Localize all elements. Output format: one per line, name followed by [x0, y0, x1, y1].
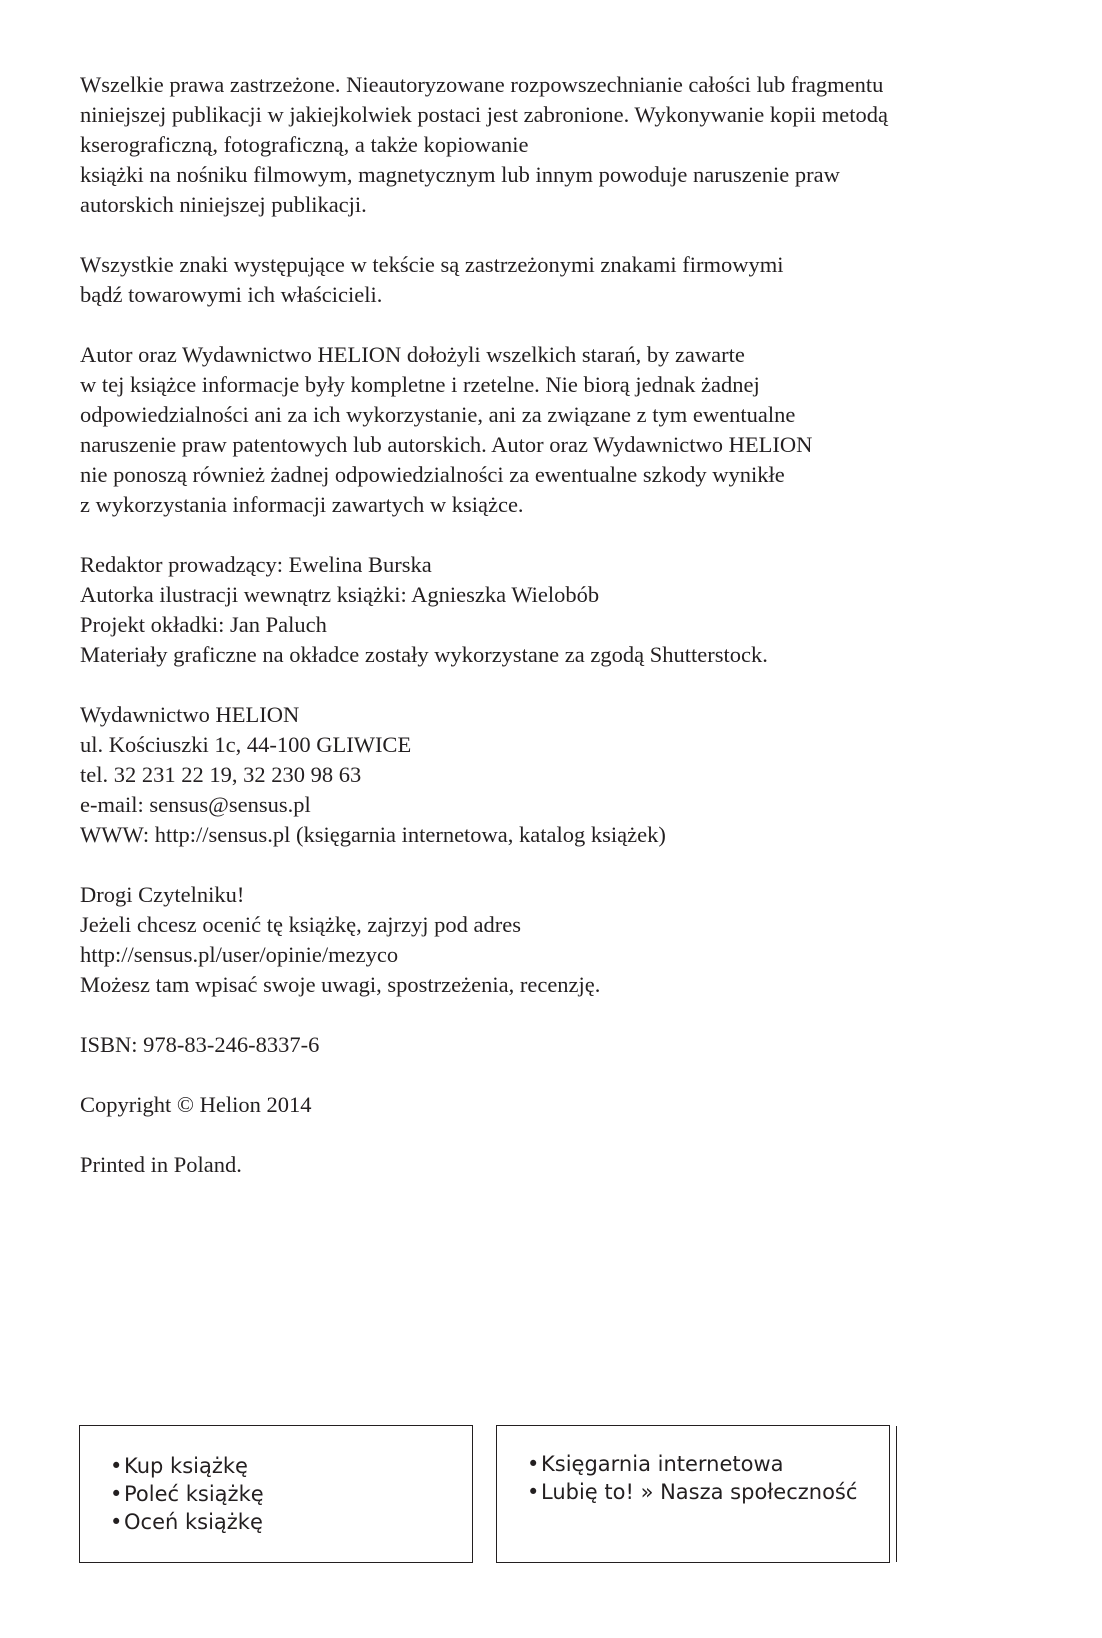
- publisher-address: ul. Kościuszki 1c, 44-100 GLIWICE: [80, 732, 412, 757]
- rate-book-label: Oceń książkę: [124, 1510, 263, 1534]
- review-url: http://sensus.pl/user/opinie/mezyco: [80, 942, 399, 967]
- credit-illustrator: Autorka ilustracji wewnątrz książki: Agnieszka Wielobób: [80, 582, 600, 607]
- printed-in: [80, 1150, 1040, 1180]
- community-link[interactable]: [527, 1478, 889, 1506]
- online-bookstore-link[interactable]: [527, 1450, 889, 1478]
- community-links-box: [496, 1425, 890, 1563]
- buy-book-label: Kup książkę: [124, 1454, 248, 1478]
- copyright-notice-line: Wszelkie prawa zastrzeżone. Nieautoryzowane rozpowszechnianie całości lub fragmentu: [80, 72, 884, 97]
- community-label: Lubię to! » Nasza społeczność: [541, 1480, 858, 1504]
- disclaimer-line: w tej książce informacje były kompletne i rzetelne. Nie biorą jednak żadnej: [80, 372, 760, 397]
- publisher-phone: tel. 32 231 22 19, 32 230 98 63: [80, 762, 362, 787]
- recommend-book-label: Poleć książkę: [124, 1482, 264, 1506]
- credits: [80, 550, 1040, 670]
- copyright-notice-line: niniejszej publikacji w jakiejkolwiek postaci jest zabronione. Wykonywanie kopii metodą: [80, 102, 889, 127]
- bullet-icon: •: [110, 1510, 123, 1534]
- book-actions-box: [79, 1425, 473, 1563]
- disclaimer-line: nie ponoszą również żadnej odpowiedzialności za ewentualne szkody wynikłe: [80, 462, 785, 487]
- copyright-notice: [80, 70, 1040, 220]
- publisher-info: [80, 700, 1040, 850]
- copyright-notice-line: kserograficzną, fotograficzną, a także kopiowanie: [80, 132, 529, 157]
- bullet-icon: •: [110, 1454, 123, 1478]
- publisher-name: Wydawnictwo HELION: [80, 702, 300, 727]
- bullet-icon: •: [527, 1480, 540, 1504]
- reader-note-line: Możesz tam wpisać swoje uwagi, spostrzeżenia, recenzję.: [80, 972, 601, 997]
- publisher-website: WWW: http://sensus.pl (księgarnia internetowa, katalog książek): [80, 822, 666, 847]
- rate-book-link[interactable]: [110, 1508, 472, 1536]
- copyright-notice-line: książki na nośniku filmowym, magnetycznym lub innym powoduje naruszenie praw: [80, 162, 840, 187]
- trademarks-line: bądź towarowymi ich właścicieli.: [80, 282, 383, 307]
- credit-cover-materials: Materiały graficzne na okładce zostały wykorzystane za zgodą Shutterstock.: [80, 642, 768, 667]
- reader-note-line: Jeżeli chcesz ocenić tę książkę, zajrzyj pod adres: [80, 912, 522, 937]
- copyright-text: Copyright © Helion 2014: [80, 1092, 312, 1117]
- disclaimer: [80, 340, 1040, 520]
- disclaimer-line: z wykorzystania informacji zawartych w książce.: [80, 492, 524, 517]
- credit-editor: Redaktor prowadzący: Ewelina Burska: [80, 552, 432, 577]
- imprint-page-text: [80, 70, 1040, 1210]
- reader-greeting: Drogi Czytelniku!: [80, 882, 245, 907]
- reader-note: [80, 880, 1040, 1000]
- bullet-icon: •: [110, 1482, 123, 1506]
- copyright-notice-line: autorskich niniejszej publikacji.: [80, 192, 367, 217]
- publisher-email: e-mail: sensus@sensus.pl: [80, 792, 311, 817]
- trademarks-line: Wszystkie znaki występujące w tekście są zastrzeżonymi znakami firmowymi: [80, 252, 784, 277]
- isbn-text: ISBN: 978-83-246-8337-6: [80, 1032, 320, 1057]
- disclaimer-line: Autor oraz Wydawnictwo HELION dołożyli wszelkich starań, by zawarte: [80, 342, 745, 367]
- trademarks-notice: [80, 250, 1040, 310]
- isbn: [80, 1030, 1040, 1060]
- printed-in-text: Printed in Poland.: [80, 1152, 242, 1177]
- disclaimer-line: naruszenie praw patentowych lub autorskich. Autor oraz Wydawnictwo HELION: [80, 432, 813, 457]
- credit-cover-design: Projekt okładki: Jan Paluch: [80, 612, 327, 637]
- disclaimer-line: odpowiedzialności ani za ich wykorzystanie, ani za związane z tym ewentualne: [80, 402, 796, 427]
- bullet-icon: •: [527, 1452, 540, 1476]
- buy-book-link[interactable]: [110, 1452, 472, 1480]
- recommend-book-link[interactable]: [110, 1480, 472, 1508]
- copyright: [80, 1090, 1040, 1120]
- online-bookstore-label: Księgarnia internetowa: [541, 1452, 784, 1476]
